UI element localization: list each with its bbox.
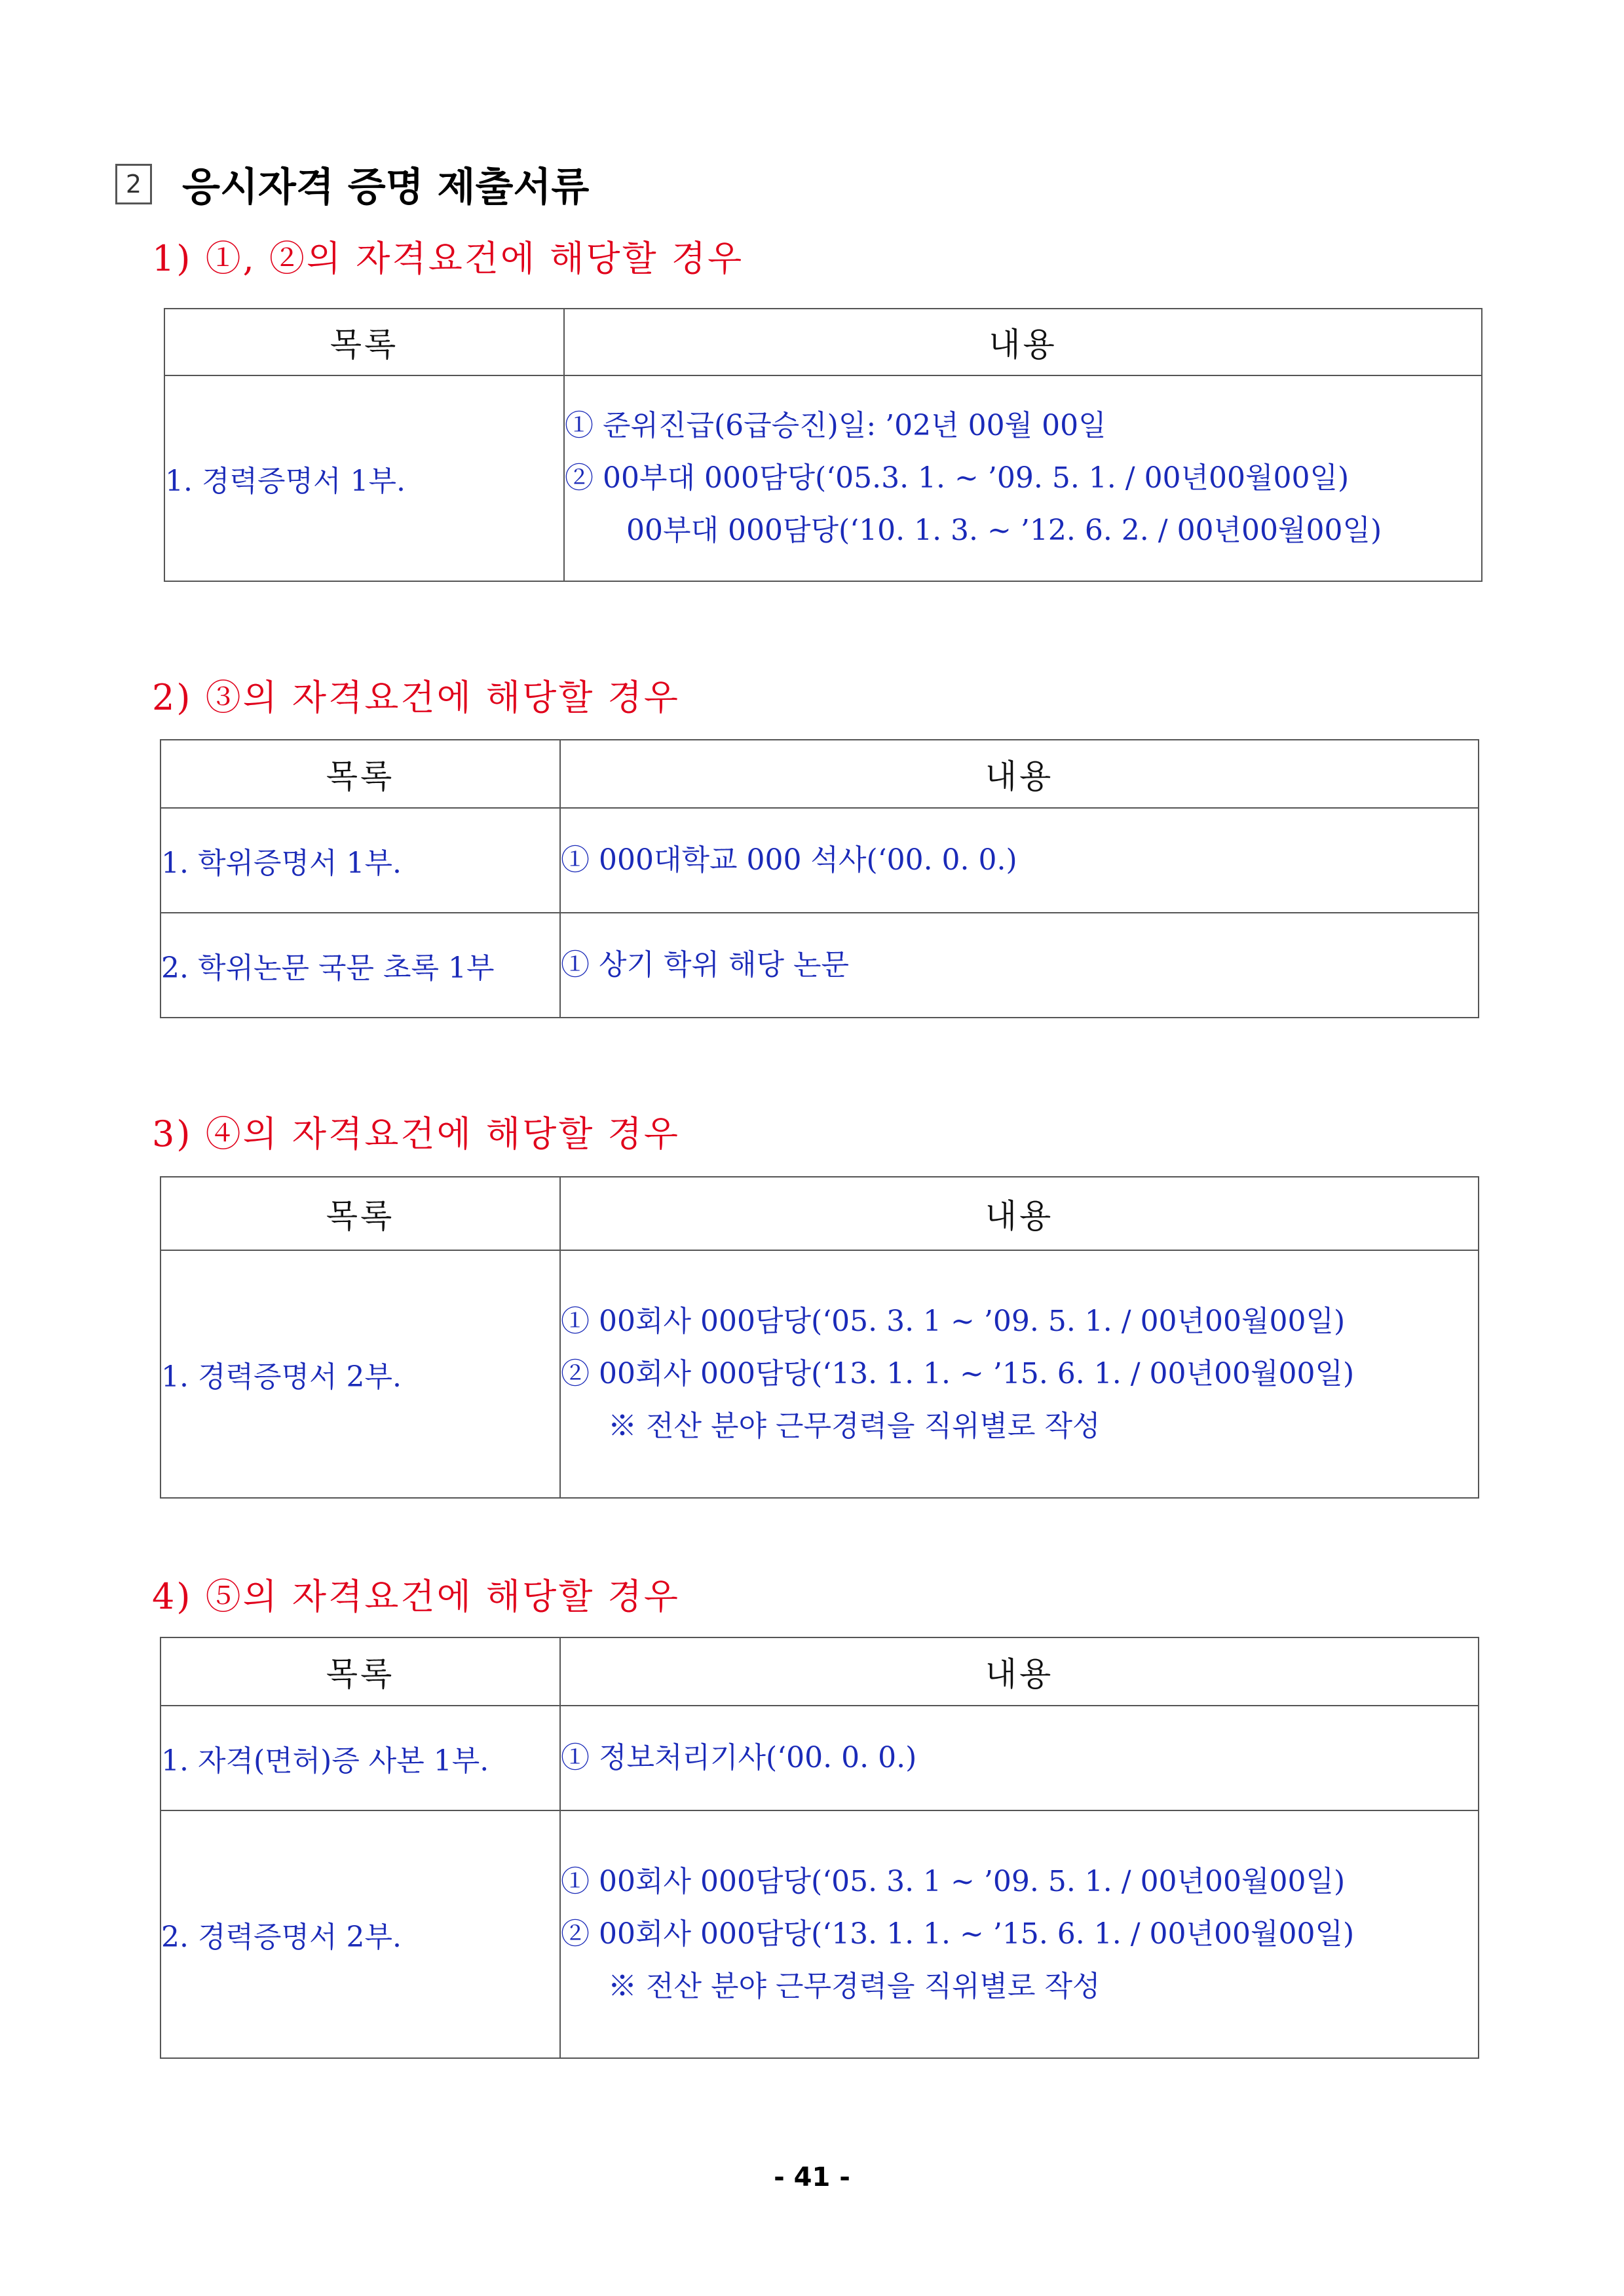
table-row-detail bbox=[560, 808, 1479, 913]
table-3 bbox=[160, 1176, 1479, 1499]
detail-line: 00부대 000담당(‘10. 1. 3. ~ ’12. 6. 2. / 00년00월00일) bbox=[626, 514, 1382, 547]
table-row-detail bbox=[560, 913, 1479, 1018]
subheading-3: 3) ④의 자격요건에 해당할 경우 bbox=[152, 1113, 680, 1155]
table-4 bbox=[160, 1637, 1479, 2059]
section-title-text: 응시자격 증명 제출서류 bbox=[182, 164, 590, 210]
header-content: 내용 bbox=[560, 1637, 1479, 1706]
detail-note: ※ 전산 분야 근무경력을 직위별로 작성 bbox=[608, 1970, 1101, 2003]
table-row-detail bbox=[560, 1250, 1479, 1498]
detail-line: ① 000대학교 000 석사(‘00. 0. 0.) bbox=[561, 843, 1017, 877]
table-row-item: 2. 경력증명서 2부. bbox=[161, 1810, 560, 2058]
detail-line: ① 정보처리기사(‘00. 0. 0.) bbox=[561, 1741, 917, 1774]
table-row-detail bbox=[560, 1706, 1479, 1810]
table-1 bbox=[164, 308, 1482, 582]
header-content: 내용 bbox=[564, 309, 1482, 375]
detail-line: ② 00회사 000담당(‘13. 1. 1. ~ ’15. 6. 1. / 00년00월00일) bbox=[561, 1357, 1355, 1390]
detail-line: ② 00회사 000담당(‘13. 1. 1. ~ ’15. 6. 1. / 00년00월00일) bbox=[561, 1917, 1355, 1951]
detail-line: ② 00부대 000담당(‘05.3. 1. ~ ’09. 5. 1. / 00년00월00일) bbox=[565, 461, 1350, 495]
table-row-item: 2. 학위논문 국문 초록 1부 bbox=[161, 913, 560, 1018]
detail-note: ※ 전산 분야 근무경력을 직위별로 작성 bbox=[608, 1409, 1101, 1443]
table-row-item: 1. 경력증명서 2부. bbox=[161, 1250, 560, 1498]
table-row-item: 1. 경력증명서 1부. bbox=[164, 375, 564, 581]
detail-line: ① 상기 학위 해당 논문 bbox=[561, 948, 849, 982]
page-number: - 41 - bbox=[774, 2162, 850, 2192]
subheading-2: 2) ③의 자격요건에 해당할 경우 bbox=[152, 677, 680, 718]
header-list: 목록 bbox=[161, 1177, 560, 1250]
header-list: 목록 bbox=[164, 309, 564, 375]
detail-line: ① 00회사 000담당(‘05. 3. 1 ~ ’09. 5. 1. / 00년00월00일) bbox=[561, 1305, 1346, 1338]
detail-line: ① 준위진급(6급승진)일: ’02년 00월 00일 bbox=[565, 409, 1106, 442]
section-title bbox=[115, 156, 589, 212]
section-number-box: 2 bbox=[115, 164, 152, 204]
subheading-1: 1) ①, ②의 자격요건에 해당할 경우 bbox=[152, 238, 744, 279]
detail-line: ① 00회사 000담당(‘05. 3. 1 ~ ’09. 5. 1. / 00년00월00일) bbox=[561, 1865, 1346, 1898]
subheading-4: 4) ⑤의 자격요건에 해당할 경우 bbox=[152, 1576, 680, 1617]
table-row-detail bbox=[560, 1810, 1479, 2058]
table-row-item: 1. 자격(면허)증 사본 1부. bbox=[161, 1706, 560, 1810]
table-row-item: 1. 학위증명서 1부. bbox=[161, 808, 560, 913]
header-list: 목록 bbox=[161, 1637, 560, 1706]
header-content: 내용 bbox=[560, 1177, 1479, 1250]
header-content: 내용 bbox=[560, 740, 1479, 808]
header-list: 목록 bbox=[161, 740, 560, 808]
table-row-detail bbox=[564, 375, 1482, 581]
table-2 bbox=[160, 739, 1479, 1018]
